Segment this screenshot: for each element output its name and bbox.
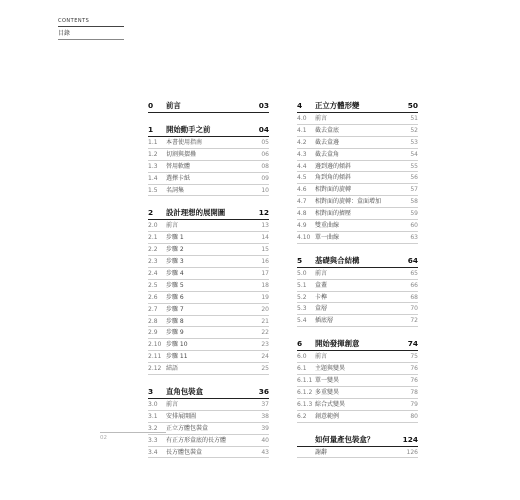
entry-title: 步驟 2 — [166, 246, 184, 254]
entry-page: 05 — [261, 139, 269, 146]
entry-page: 13 — [261, 222, 269, 230]
entry-number: 6.1 — [297, 365, 307, 373]
entry-title: 步驟 7 — [166, 305, 184, 313]
entry-title: 創意範例 — [315, 412, 340, 420]
toc-entry[interactable] — [148, 292, 269, 304]
entry-page: 03 — [258, 101, 269, 110]
entry-page: 37 — [261, 401, 269, 409]
entry-page: 15 — [261, 246, 269, 254]
contents-header-chinese: 目錄 — [58, 30, 71, 37]
entry-number: 1.4 — [148, 174, 158, 182]
entry-title: 截去盒邊 — [315, 138, 340, 146]
toc-entry[interactable] — [297, 232, 418, 244]
entry-title: 名詞集 — [166, 186, 185, 194]
contents-header — [58, 18, 124, 40]
entry-title: 插底層 — [315, 317, 334, 325]
entry-page: 66 — [410, 281, 418, 289]
entry-page: 18 — [261, 281, 269, 289]
entry-number: 0 — [148, 101, 154, 110]
entry-page: 68 — [410, 293, 418, 301]
entry-title: 直角包裝盒 — [166, 387, 203, 397]
entry-title: 步驟 11 — [166, 353, 188, 361]
header-rule — [58, 26, 124, 27]
entry-title: 設計理想的展開圖 — [166, 208, 226, 218]
toc-entry[interactable] — [148, 244, 269, 256]
entry-page: 64 — [407, 255, 418, 265]
entry-page: 124 — [402, 434, 418, 444]
toc-entry[interactable] — [148, 411, 269, 423]
footer-rule — [100, 432, 166, 433]
entry-number: 4.0 — [297, 115, 307, 122]
toc-entry[interactable] — [148, 363, 269, 375]
entry-title: 步驟 10 — [166, 341, 188, 349]
entry-number: 5.1 — [297, 281, 307, 289]
entry-title: 多重變異 — [315, 388, 340, 396]
toc-entry[interactable] — [148, 268, 269, 280]
entry-title: 雙重曲線 — [315, 222, 340, 230]
toc-entry[interactable] — [297, 149, 418, 161]
entry-title: 邊到邊的傾斜 — [315, 162, 352, 170]
entry-title: 截去盒底 — [315, 126, 340, 134]
toc-entry[interactable] — [148, 173, 269, 185]
entry-number: 2 — [148, 208, 154, 218]
entry-page: 80 — [410, 412, 418, 420]
entry-page: 75 — [410, 353, 418, 361]
entry-number: 3.2 — [148, 424, 158, 432]
entry-page: 126 — [406, 448, 418, 456]
toc-entry[interactable] — [297, 387, 418, 399]
entry-number: 4.5 — [297, 174, 307, 182]
entry-page: 79 — [410, 400, 418, 408]
entry-number: 6.1.3 — [297, 400, 313, 408]
toc-section — [148, 100, 269, 113]
entry-number: 6.1.1 — [297, 377, 313, 385]
entry-title: 角到角的傾斜 — [315, 174, 352, 182]
entry-page: 16 — [261, 258, 269, 266]
entry-number: 6.1.2 — [297, 388, 313, 396]
toc-entry[interactable] — [297, 161, 418, 173]
entry-number: 1.5 — [148, 186, 158, 194]
entry-number: 4.8 — [297, 210, 307, 218]
entry-page: 36 — [258, 387, 269, 397]
entry-page: 38 — [261, 412, 269, 420]
entry-page: 65 — [410, 269, 418, 277]
toc-entry[interactable] — [148, 435, 269, 447]
entry-page: 19 — [261, 293, 269, 301]
toc-entry[interactable] — [297, 351, 418, 363]
entry-page: 56 — [410, 174, 418, 182]
chapter-heading[interactable] — [148, 386, 269, 399]
entry-page: 51 — [410, 115, 418, 122]
entry-page: 23 — [261, 341, 269, 349]
entry-page: 40 — [261, 436, 269, 444]
entry-page: 58 — [410, 198, 418, 206]
entry-title: 開始發揮創意 — [315, 339, 360, 349]
entry-number: 2.11 — [148, 353, 162, 361]
entry-title: 前言 — [315, 115, 328, 122]
entry-page: 76 — [410, 377, 418, 385]
entry-number: 1 — [148, 125, 154, 134]
entry-number: 2.3 — [148, 258, 158, 266]
entry-page: 04 — [258, 125, 269, 134]
entry-number: 5.3 — [297, 305, 307, 313]
entry-number: 5.4 — [297, 317, 307, 325]
toc-entry[interactable] — [297, 411, 418, 423]
page-footer — [100, 432, 166, 441]
entry-page: 53 — [410, 138, 418, 146]
entry-page: 59 — [410, 210, 418, 218]
toc-entry[interactable] — [148, 280, 269, 292]
toc-section — [297, 434, 418, 459]
entry-number: 2.2 — [148, 246, 158, 254]
chapter-heading[interactable] — [297, 434, 418, 447]
entry-title: 盒層 — [315, 305, 328, 313]
entry-page: 52 — [410, 126, 418, 134]
entry-title: 相對面的旋轉：盒面增加 — [315, 198, 382, 206]
toc-entry[interactable] — [148, 316, 269, 328]
entry-title: 如何量產包裝盒？ — [315, 434, 375, 444]
entry-number: 1.2 — [148, 150, 158, 158]
entry-number: 4.2 — [297, 138, 307, 146]
entry-number: 3 — [148, 387, 154, 397]
entry-number: 2.7 — [148, 305, 158, 313]
toc-entry[interactable] — [297, 399, 418, 411]
toc-entry[interactable] — [148, 137, 269, 149]
entry-page: 22 — [261, 329, 269, 337]
toc-entry[interactable] — [297, 172, 418, 184]
entry-number: 3.0 — [148, 401, 158, 409]
toc-entry[interactable] — [148, 351, 269, 363]
entry-page: 70 — [410, 305, 418, 313]
chapter-heading[interactable] — [148, 124, 269, 137]
toc-entry[interactable] — [297, 137, 418, 149]
entry-number: 4.10 — [297, 233, 311, 241]
toc-section — [148, 207, 269, 375]
entry-page: 72 — [410, 317, 418, 325]
entry-title: 有正方形盒底的長方體 — [166, 436, 227, 444]
entry-title: 步驟 8 — [166, 317, 184, 325]
entry-number: 2.0 — [148, 222, 158, 230]
toc-entry[interactable] — [148, 185, 269, 197]
entry-title: 單一變異 — [315, 377, 340, 385]
toc-entry[interactable] — [297, 303, 418, 315]
entry-page: 25 — [261, 365, 269, 373]
entry-title: 正立方體包裝盒 — [166, 424, 209, 432]
entry-page: 50 — [407, 101, 418, 110]
toc-entry[interactable] — [297, 375, 418, 387]
entry-title: 替用軟體 — [166, 162, 191, 170]
header-rule-lower — [58, 39, 124, 40]
entry-page: 55 — [410, 162, 418, 170]
entry-title: 安排展開圖 — [166, 412, 197, 420]
toc-entry[interactable] — [297, 184, 418, 196]
entry-title: 步驟 9 — [166, 329, 184, 337]
entry-title: 前言 — [166, 401, 179, 409]
entry-page: 24 — [261, 353, 269, 361]
entry-title: 截去盒角 — [315, 150, 340, 158]
toc-entry[interactable] — [148, 423, 269, 435]
entry-page: 78 — [410, 388, 418, 396]
entry-title: 步驟 1 — [166, 234, 184, 242]
entry-title: 前言 — [166, 101, 181, 110]
entry-page: 10 — [261, 186, 269, 194]
toc-entry[interactable] — [297, 315, 418, 327]
entry-page: 60 — [410, 222, 418, 230]
entry-title: 步驟 4 — [166, 270, 184, 278]
toc-entry[interactable] — [148, 327, 269, 339]
entry-title: 步驟 3 — [166, 258, 184, 266]
entry-number: 2.6 — [148, 293, 158, 301]
toc-entry[interactable] — [297, 113, 418, 125]
chapter-heading[interactable] — [297, 255, 418, 268]
contents-header-english: CONTENTS — [58, 18, 90, 24]
toc-section — [297, 338, 418, 422]
entry-number: 1.3 — [148, 162, 158, 170]
entry-number: 4.1 — [297, 126, 307, 134]
toc-entry[interactable] — [148, 220, 269, 232]
entry-number: 4.4 — [297, 162, 307, 170]
toc-right-column — [297, 100, 418, 469]
toc-entry[interactable] — [297, 292, 418, 304]
toc-entry[interactable] — [148, 161, 269, 173]
entry-title: 卡榫 — [315, 293, 328, 301]
toc-section — [297, 255, 418, 327]
entry-number: 4.6 — [297, 186, 307, 194]
entry-number: 2.8 — [148, 317, 158, 325]
entry-title: 切割與摺疊 — [166, 150, 197, 158]
entry-page: 43 — [261, 448, 269, 456]
toc-entry[interactable] — [297, 125, 418, 137]
entry-page: 09 — [261, 174, 269, 182]
entry-page: 17 — [261, 270, 269, 278]
entry-title: 前言 — [315, 353, 328, 361]
toc-entry[interactable] — [297, 363, 418, 375]
entry-title: 基礎與合結構 — [315, 255, 360, 265]
chapter-heading[interactable] — [148, 100, 269, 113]
entry-page: 21 — [261, 317, 269, 325]
entry-page: 12 — [258, 208, 269, 218]
entry-title: 開始動手之前 — [166, 125, 211, 134]
entry-title: 前言 — [315, 269, 328, 277]
entry-number: 2.1 — [148, 234, 158, 242]
entry-number: 6.0 — [297, 353, 307, 361]
toc-entry[interactable] — [148, 304, 269, 316]
entry-title: 單一曲線 — [315, 233, 340, 241]
entry-number: 5.0 — [297, 269, 307, 277]
entry-title: 綜合式變異 — [315, 400, 346, 408]
entry-title: 相對面的擠壓 — [315, 210, 352, 218]
entry-number: 4 — [297, 101, 303, 110]
toc-section — [148, 386, 269, 458]
entry-number: 6.2 — [297, 412, 307, 420]
entry-page: 08 — [261, 162, 269, 170]
entry-number: 4.3 — [297, 150, 307, 158]
entry-title: 盒蓋 — [315, 281, 328, 289]
entry-title: 選擇卡紙 — [166, 174, 191, 182]
toc-entry[interactable] — [148, 256, 269, 268]
toc-entry[interactable] — [148, 399, 269, 411]
entry-number: 2.10 — [148, 341, 162, 349]
toc-entry[interactable] — [148, 232, 269, 244]
entry-title: 正立方體形變 — [315, 101, 360, 110]
entry-number: 2.5 — [148, 281, 158, 289]
entry-number: 2.12 — [148, 365, 162, 373]
toc-section — [297, 100, 418, 244]
entry-page: 06 — [261, 150, 269, 158]
toc-entry[interactable] — [297, 447, 418, 459]
toc-section — [148, 124, 269, 196]
entry-page: 63 — [410, 233, 418, 241]
chapter-heading[interactable] — [148, 207, 269, 220]
toc-entry[interactable] — [297, 280, 418, 292]
toc-left-column — [148, 100, 269, 469]
toc-entry[interactable] — [297, 196, 418, 208]
entry-title: 謝辭 — [315, 448, 328, 456]
entry-title: 相對面的旋轉 — [315, 186, 352, 194]
page-number: 02 — [100, 435, 107, 441]
entry-title: 前言 — [166, 222, 179, 230]
entry-number: 3.3 — [148, 436, 158, 444]
entry-title: 步驟 5 — [166, 281, 184, 289]
entry-page: 14 — [261, 234, 269, 242]
toc-entry[interactable] — [148, 149, 269, 161]
toc-entry[interactable] — [148, 339, 269, 351]
toc-entry[interactable] — [297, 268, 418, 280]
entry-number: 4.9 — [297, 222, 307, 230]
chapter-heading[interactable] — [297, 100, 418, 113]
entry-page: 20 — [261, 305, 269, 313]
entry-number: 3.1 — [148, 412, 158, 420]
toc-entry[interactable] — [297, 220, 418, 232]
entry-number: 3.4 — [148, 448, 158, 456]
entry-number: 2.9 — [148, 329, 158, 337]
entry-page: 54 — [410, 150, 418, 158]
entry-number: 4.7 — [297, 198, 307, 206]
entry-number: 5 — [297, 255, 303, 265]
entry-title: 主題與變異 — [315, 365, 346, 373]
entry-number: 2.4 — [148, 270, 158, 278]
entry-page: 39 — [261, 424, 269, 432]
entry-title: 步驟 6 — [166, 293, 184, 301]
toc-entry[interactable] — [148, 447, 269, 459]
entry-title: 長方體包裝盒 — [166, 448, 203, 456]
toc-entry[interactable] — [297, 208, 418, 220]
entry-page: 57 — [410, 186, 418, 194]
entry-number: 6 — [297, 339, 303, 349]
chapter-heading[interactable] — [297, 338, 418, 351]
entry-title: 本書使用指南 — [166, 139, 203, 146]
entry-page: 74 — [407, 339, 418, 349]
entry-title: 結語 — [166, 365, 179, 373]
entry-number: 5.2 — [297, 293, 307, 301]
entry-page: 76 — [410, 365, 418, 373]
entry-number: 1.1 — [148, 139, 158, 146]
